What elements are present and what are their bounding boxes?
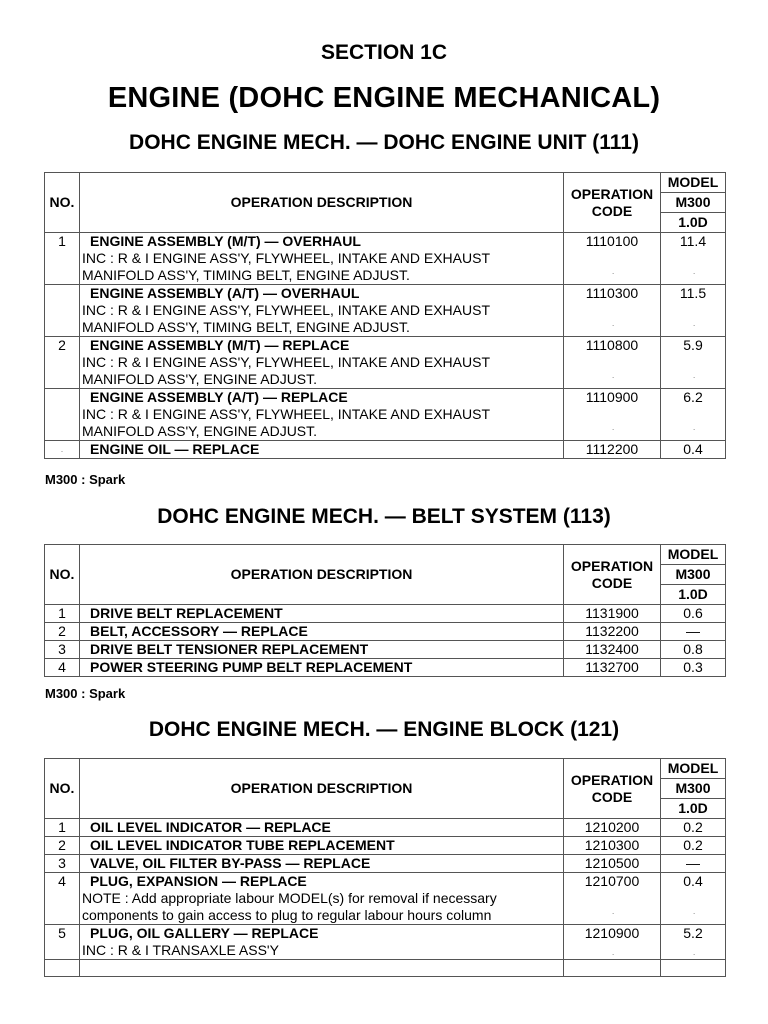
filler-dot: . <box>693 267 696 276</box>
model-note: M300 : Spark <box>45 686 126 701</box>
operation-name: PLUG, EXPANSION — REPLACE <box>90 873 307 889</box>
table-row <box>45 441 726 459</box>
table-row <box>45 285 726 337</box>
table-row <box>45 389 726 441</box>
operation-note: NOTE : Add appropriate labour MODEL(s) for removal if necessary <box>82 890 497 906</box>
labour-hours: 0.3 <box>661 659 726 677</box>
operation-name: ENGINE ASSEMBLY (M/T) — REPLACE <box>90 337 350 353</box>
operation-note: MANIFOLD ASS'Y, TIMING BELT, ENGINE ADJUST. <box>82 319 410 335</box>
operation-name: OIL LEVEL INDICATOR TUBE REPLACEMENT <box>90 837 395 853</box>
header-model: MODEL <box>661 759 726 779</box>
row-number: 1 <box>45 605 80 623</box>
operations-table <box>44 544 726 677</box>
filler-dot: . <box>612 371 615 380</box>
filler-dot: . <box>612 267 615 276</box>
labour-hours: 6.2 . <box>661 389 726 441</box>
header-description: OPERATION DESCRIPTION <box>80 545 564 605</box>
operation-note: MANIFOLD ASS'Y, ENGINE ADJUST. <box>82 423 318 439</box>
operation-code: 1112200 <box>564 441 661 459</box>
labour-hours: 11.5 . <box>661 285 726 337</box>
row-number: 3 <box>45 641 80 659</box>
labour-hours: 0.4 <box>661 441 726 459</box>
table-row <box>45 819 726 837</box>
table-row <box>45 855 726 873</box>
filler-dot: . <box>612 423 615 432</box>
header-model-name: M300 <box>661 565 726 585</box>
labour-hours: 0.6 <box>661 605 726 623</box>
row-number: 5 <box>45 925 80 960</box>
operation-code: 1110300 . <box>564 285 661 337</box>
table-row <box>45 659 726 677</box>
header-no: NO. <box>45 173 80 233</box>
operation-note: MANIFOLD ASS'Y, TIMING BELT, ENGINE ADJUST. <box>82 267 410 283</box>
labour-hours: 5.2 . <box>661 925 726 960</box>
row-number <box>45 389 80 441</box>
table-title: DOHC ENGINE MECH. — ENGINE BLOCK (121) <box>148 718 620 741</box>
operation-name: VALVE, OIL FILTER BY-PASS — REPLACE <box>90 855 371 871</box>
header-engine: 1.0D <box>661 213 726 233</box>
row-description <box>80 623 564 641</box>
row-number: . <box>45 441 80 459</box>
table-row <box>45 925 726 960</box>
row-number: 2 <box>45 337 80 389</box>
empty-cell <box>45 960 80 977</box>
row-description <box>80 441 564 459</box>
row-number: 1 <box>45 819 80 837</box>
empty-cell <box>661 960 726 977</box>
page-title: ENGINE (DOHC ENGINE MECHANICAL) <box>107 82 661 114</box>
table-row <box>45 337 726 389</box>
operation-code: 1131900 <box>564 605 661 623</box>
empty-cell <box>564 960 661 977</box>
labour-hours: 0.2 <box>661 837 726 855</box>
header-model: MODEL <box>661 173 726 193</box>
row-number <box>45 285 80 337</box>
operation-code: 1132400 <box>564 641 661 659</box>
operations-table <box>44 758 726 977</box>
operation-code: 1210200 <box>564 819 661 837</box>
header-description: OPERATION DESCRIPTION <box>80 759 564 819</box>
header-model: MODEL <box>661 545 726 565</box>
filler-dot: . <box>612 907 615 916</box>
operation-name: OIL LEVEL INDICATOR — REPLACE <box>90 819 331 835</box>
row-description <box>80 389 564 441</box>
table-title: DOHC ENGINE MECH. — BELT SYSTEM (113) <box>157 505 611 528</box>
header-operation-code: OPERATION CODE <box>564 173 661 233</box>
operation-note: INC : R & I ENGINE ASS'Y, FLYWHEEL, INTAKE AND EXHAUST <box>82 406 490 422</box>
table-title: DOHC ENGINE MECH. — DOHC ENGINE UNIT (111) <box>129 131 639 154</box>
row-number: 2 <box>45 837 80 855</box>
labour-hours: — <box>661 855 726 873</box>
operation-code: 1210500 <box>564 855 661 873</box>
filler-dot: . <box>612 319 615 328</box>
table-row-empty <box>45 960 726 977</box>
operation-note: MANIFOLD ASS'Y, ENGINE ADJUST. <box>82 371 318 387</box>
row-description <box>80 873 564 925</box>
row-number: 2 <box>45 623 80 641</box>
table-row <box>45 837 726 855</box>
row-description <box>80 641 564 659</box>
row-number: 4 <box>45 873 80 925</box>
header-no: NO. <box>45 759 80 819</box>
filler-dot: . <box>693 948 696 957</box>
operation-note: INC : R & I ENGINE ASS'Y, FLYWHEEL, INTAKE AND EXHAUST <box>82 250 490 266</box>
filler-dot: . <box>693 371 696 380</box>
operation-note: INC : R & I TRANSAXLE ASS'Y <box>82 942 279 958</box>
table-row <box>45 641 726 659</box>
operation-name: DRIVE BELT TENSIONER REPLACEMENT <box>90 641 369 657</box>
header-model-name: M300 <box>661 779 726 799</box>
operation-code: 1132200 <box>564 623 661 641</box>
row-description <box>80 855 564 873</box>
header-operation-code: OPERATION CODE <box>564 759 661 819</box>
filler-dot: . <box>693 907 696 916</box>
operation-code: 1210700 . <box>564 873 661 925</box>
labour-hours: 5.9 . <box>661 337 726 389</box>
row-description <box>80 233 564 285</box>
operation-name: POWER STEERING PUMP BELT REPLACEMENT <box>90 659 413 675</box>
operation-code: 1210300 <box>564 837 661 855</box>
operation-name: ENGINE ASSEMBLY (A/T) — OVERHAUL <box>90 285 360 301</box>
row-number: 4 <box>45 659 80 677</box>
operation-code: 1132700 <box>564 659 661 677</box>
operation-name: ENGINE ASSEMBLY (M/T) — OVERHAUL <box>90 233 361 249</box>
operation-code: 1110900 . <box>564 389 661 441</box>
operation-name: PLUG, OIL GALLERY — REPLACE <box>90 925 319 941</box>
header-engine: 1.0D <box>661 799 726 819</box>
row-description <box>80 285 564 337</box>
table-row <box>45 605 726 623</box>
operation-note: components to gain access to plug to regular labour hours column <box>82 907 492 923</box>
labour-hours: — <box>661 623 726 641</box>
operations-table <box>44 172 726 459</box>
row-description <box>80 659 564 677</box>
header-operation-code: OPERATION CODE <box>564 545 661 605</box>
header-no: NO. <box>45 545 80 605</box>
header-model-name: M300 <box>661 193 726 213</box>
empty-cell <box>80 960 564 977</box>
row-description <box>80 337 564 389</box>
operation-name: ENGINE ASSEMBLY (A/T) — REPLACE <box>90 389 348 405</box>
header-description: OPERATION DESCRIPTION <box>80 173 564 233</box>
operation-name: DRIVE BELT REPLACEMENT <box>90 605 283 621</box>
labour-hours: 11.4 . <box>661 233 726 285</box>
row-description <box>80 837 564 855</box>
operation-name: ENGINE OIL — REPLACE <box>90 441 260 457</box>
row-number: 1 <box>45 233 80 285</box>
labour-hours: 0.8 <box>661 641 726 659</box>
operation-note: INC : R & I ENGINE ASS'Y, FLYWHEEL, INTAKE AND EXHAUST <box>82 354 490 370</box>
filler-dot: . <box>612 948 615 957</box>
table-row <box>45 873 726 925</box>
operation-note: INC : R & I ENGINE ASS'Y, FLYWHEEL, INTAKE AND EXHAUST <box>82 302 490 318</box>
row-description <box>80 605 564 623</box>
section-label: SECTION 1C <box>320 41 448 64</box>
model-note: M300 : Spark <box>45 472 126 487</box>
filler-dot: . <box>693 319 696 328</box>
labour-hours: 0.4 . <box>661 873 726 925</box>
header-engine: 1.0D <box>661 585 726 605</box>
row-number: 3 <box>45 855 80 873</box>
operation-code: 1110800 . <box>564 337 661 389</box>
row-description <box>80 925 564 960</box>
table-row <box>45 623 726 641</box>
operation-code: 1210900 . <box>564 925 661 960</box>
filler-dot: . <box>693 423 696 432</box>
row-description <box>80 819 564 837</box>
operation-name: BELT, ACCESSORY — REPLACE <box>90 623 308 639</box>
table-row <box>45 233 726 285</box>
labour-hours: 0.2 <box>661 819 726 837</box>
operation-code: 1110100 . <box>564 233 661 285</box>
